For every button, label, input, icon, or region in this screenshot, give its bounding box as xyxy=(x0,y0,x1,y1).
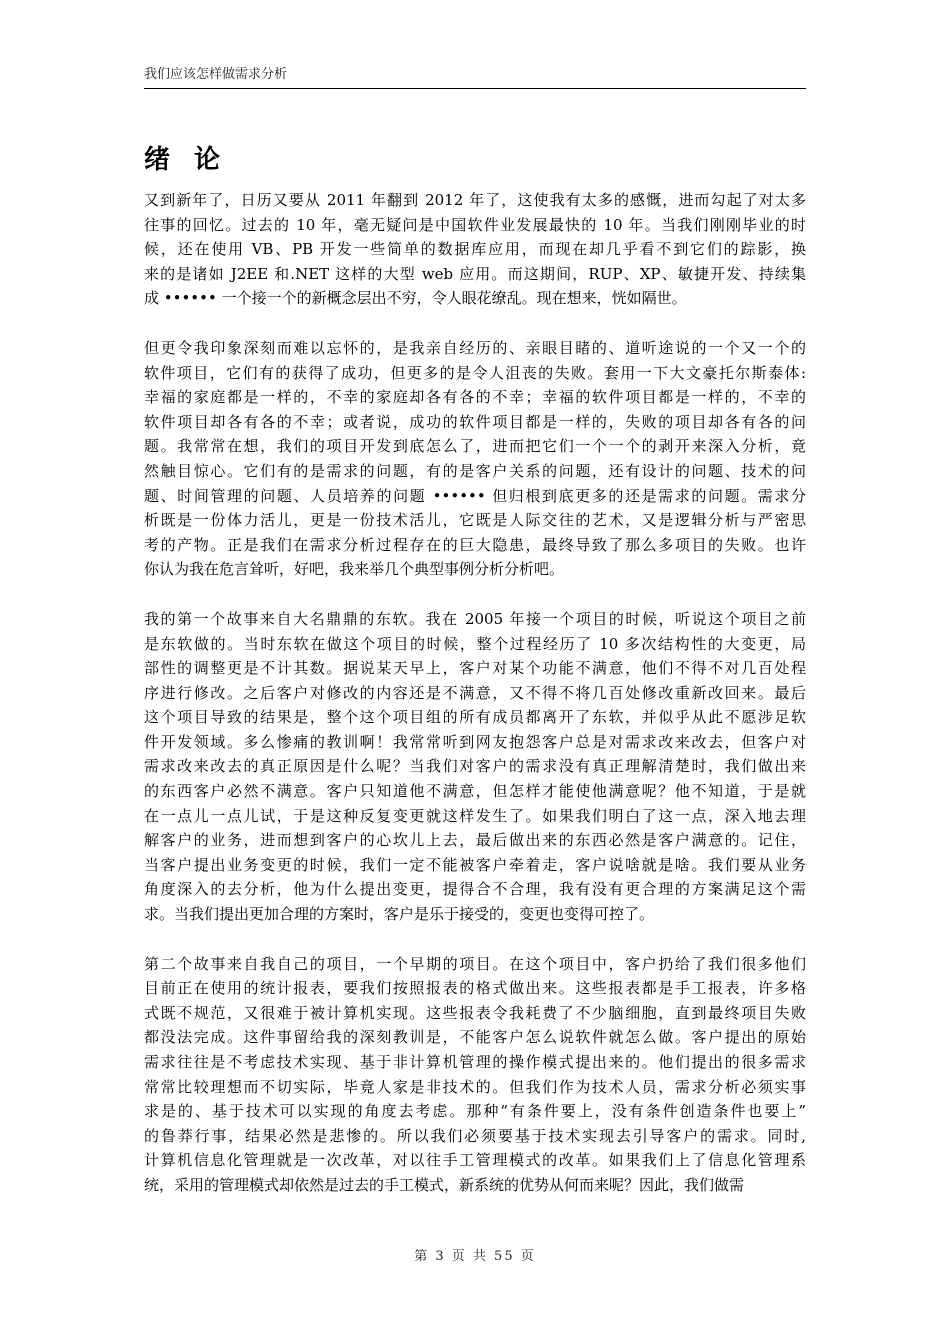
running-header-title: 我们应该怎样做需求分析 xyxy=(144,67,288,82)
paragraph-line: 在一点儿一点儿试，于是这种反复变更就这样发生了。如果我们明白了这一点，深入地去理 xyxy=(144,806,806,825)
paragraph-line: 都没法完成。这件事留给我的深刻教训是，不能客户怎么说软件就怎么做。客户提出的原始 xyxy=(144,1028,806,1047)
page-number: 第 3 页 共 55 页 xyxy=(414,1249,536,1264)
paragraph-line: 第二个故事来自我自己的项目，一个早期的项目。在这个项目中，客户扔给了我们很多他们 xyxy=(144,954,806,973)
paragraph-line: 题。我常常在想，我们的项目开发到底怎么了，进而把它们一个一个的剥开来深入分析，竟 xyxy=(144,437,806,456)
paragraph-line: 软件项目却各有各的不幸；或者说，成功的软件项目都是一样的，失败的项目却各有各的问 xyxy=(144,412,806,431)
paragraph-line: 析既是一份体力活儿，更是一份技术活儿，它既是人际交往的艺术，又是逻辑分析与严密思 xyxy=(144,511,806,530)
paragraph-line: 常常比较理想而不切实际，毕竟人家是非技术的。但我们作为技术人员，需求分析必须实事 xyxy=(144,1077,806,1096)
paragraph-line: 往事的回忆。过去的 10 年，毫无疑问是中国软件业发展最快的 10 年。当我们刚刚毕业的时 xyxy=(144,215,806,234)
paragraph-line: 序进行修改。之后客户对修改的内容还是不满意，又不得不将几百处修改重新改回来。最后 xyxy=(144,683,806,702)
paragraph-line: 计算机信息化管理就是一次改革，对以往手工管理模式的改革。如果我们上了信息化管理系 xyxy=(144,1151,806,1170)
paragraph-line: 又到新年了，日历又要从 2011 年翻到 2012 年了，这使我有太多的感慨，进而勾起了对太多 xyxy=(144,191,806,209)
paragraph-line: 软件项目，它们有的获得了成功，但更多的是令人沮丧的失败。套用一下大文豪托尔斯泰体: xyxy=(144,363,806,382)
paragraph-line: 需求往往是不考虑技术实现、基于非计算机管理的操作模式提出来的。他们提出的很多需求 xyxy=(144,1053,806,1071)
paragraph-line: 求是的、基于技术可以实现的角度去考虑。那种“有条件要上，没有条件创造条件也要上” xyxy=(144,1102,806,1121)
paragraph-line: 题、时间管理的问题、人员培养的问题 •••••• 但归根到底更多的还是需求的问题。需求分 xyxy=(144,486,806,505)
paragraph-line: 幸福的家庭都是一样的，不幸的家庭却各有各的不幸；幸福的软件项目都是一样的，不幸的 xyxy=(144,388,806,407)
paragraph-line: 角度深入的去分析，他为什么提出变更，提得合不合理，我有没有更合理的方案满足这个需 xyxy=(144,880,806,899)
paragraph-line: 需求改来改去的真正原因是什么呢？当我们对客户的需求没有真正理解清楚时，我们做出来 xyxy=(144,757,806,776)
paragraph-line: 部性的调整更是不计其数。据说某天早上，客户对某个功能不满意，他们不得不对几百处程 xyxy=(144,659,806,678)
paragraph-line: 件开发领域。多么惨痛的教训啊！我常常听到网友抱怨客户总是对需求改来改去，但客户对 xyxy=(144,732,806,751)
document-body xyxy=(144,188,806,1223)
paragraph-line: 的鲁莽行事，结果必然是悲惨的。所以我们必须要基于技术实现去引导客户的需求。同时, xyxy=(144,1126,806,1145)
paragraph-line: 考的产物。正是我们在需求分析过程存在的巨大隐患，最终导致了那么多项目的失败。也许 xyxy=(144,535,806,554)
paragraph xyxy=(144,952,806,1198)
paragraph-line: 当客户提出业务变更的时候，我们一定不能被客户牵着走，客户说啥就是啥。我们要从业务 xyxy=(144,855,806,874)
paragraph-line: 解客户的业务，进而想到客户的心坎儿上去，最后做出来的东西必然是客户满意的。记住， xyxy=(144,831,806,850)
paragraph-line: 是东软做的。当时东软在做这个项目的时候，整个过程经历了 10 多次结构性的大变更，局 xyxy=(144,634,806,653)
paragraph-line: 然触目惊心。它们有的是需求的问题，有的是客户关系的问题，还有设计的问题、技术的问 xyxy=(144,461,806,480)
paragraph-line: 来的是诸如 J2EE 和.NET 这样的大型 web 应用。而这期间，RUP、XP、敏捷开发、持续集 xyxy=(144,264,806,283)
paragraph-line: 求。当我们提出更加合理的方案时，客户是乐于接受的，变更也变得可控了。 xyxy=(144,905,655,924)
paragraph-line: 的东西客户必然不满意。客户只知道他不满意，但怎样才能使他满意呢？他不知道，于是就 xyxy=(144,782,806,801)
paragraph xyxy=(144,336,806,582)
paragraph xyxy=(144,188,806,311)
paragraph-line: 成 •••••• 一个接一个的新概念层出不穷，令人眼花缭乱。现在想来，恍如隔世。 xyxy=(144,289,687,308)
paragraph xyxy=(144,607,806,927)
paragraph-line: 这个项目导致的结果是，整个这个项目组的所有成员都离开了东软，并似乎从此不愿涉足软 xyxy=(144,708,806,727)
paragraph-line: 式既不规范，又很难于被计算机实现。这些报表令我耗费了不少脑细胞，直到最终项目失败 xyxy=(144,1003,806,1022)
paragraph-line: 候，还在使用 VB、PB 开发一些简单的数据库应用，而现在却几乎看不到它们的踪影，换 xyxy=(144,240,806,259)
page-header xyxy=(144,66,806,89)
paragraph-line: 目前正在使用的统计报表，要我们按照报表的格式做出来。这些报表都是手工报表，许多格 xyxy=(144,979,806,998)
section-title: 绪论 xyxy=(144,145,245,175)
paragraph-line: 我的第一个故事来自大名鼎鼎的东软。我在 2005 年接一个项目的时候，听说这个项目之前 xyxy=(144,609,806,628)
paragraph-line: 但更令我印象深刻而难以忘怀的，是我亲自经历的、亲眼目睹的、道听途说的一个又一个的 xyxy=(144,338,806,357)
paragraph-line: 统，采用的管理模式却依然是过去的手工模式，新系统的优势从何而来呢？因此，我们做需 xyxy=(144,1175,745,1194)
paragraph-line: 你认为我在危言耸听，好吧，我来举几个典型事例分析分析吧。 xyxy=(144,560,565,579)
